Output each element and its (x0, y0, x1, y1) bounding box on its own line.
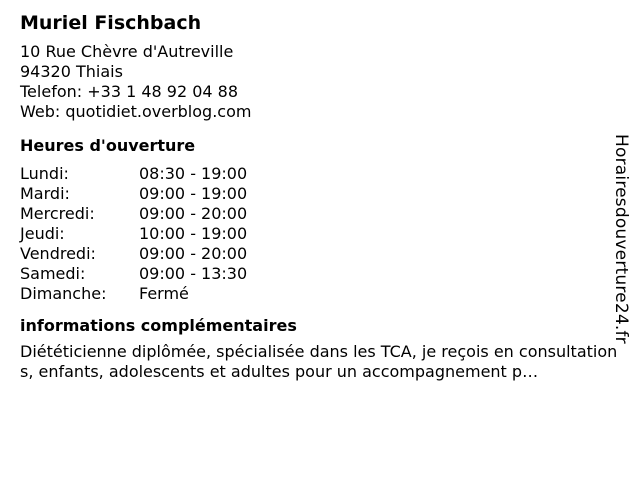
hours-time: 09:00 - 13:30 (139, 264, 248, 283)
hours-time: 09:00 - 19:00 (139, 184, 248, 203)
hours-row (20, 284, 620, 304)
address-city: 94320 Thiais (20, 62, 123, 81)
hours-time: 09:00 - 20:00 (139, 244, 248, 263)
website-link[interactable]: Web: quotidiet.overblog.com (20, 102, 252, 121)
business-card (20, 10, 620, 382)
hours-day: Jeudi: (20, 224, 65, 243)
hours-row (20, 164, 620, 184)
business-name: Muriel Fischbach (20, 12, 202, 34)
hours-time: 10:00 - 19:00 (139, 224, 248, 243)
hours-day: Vendredi: (20, 244, 96, 263)
info-heading: informations complémentaires (20, 316, 297, 335)
hours-time: 09:00 - 20:00 (139, 204, 248, 223)
site-watermark: Horairesdouverture24.fr (611, 134, 631, 344)
hours-row (20, 264, 620, 284)
hours-day: Samedi: (20, 264, 86, 283)
address-street: 10 Rue Chèvre d'Autreville (20, 42, 234, 61)
hours-time: Fermé (139, 284, 189, 303)
hours-row (20, 184, 620, 204)
hours-row (20, 204, 620, 224)
hours-day: Lundi: (20, 164, 69, 183)
hours-heading: Heures d'ouverture (20, 136, 196, 155)
hours-day: Dimanche: (20, 284, 107, 303)
contact-block (20, 42, 620, 122)
hours-row (20, 244, 620, 264)
phone-number[interactable]: Telefon: +33 1 48 92 04 88 (20, 82, 239, 101)
hours-row (20, 224, 620, 244)
hours-time: 08:30 - 19:00 (139, 164, 248, 183)
hours-day: Mercredi: (20, 204, 95, 223)
info-description: Diététicienne diplômée, spécialisée dans les TCA, je reçois en consultations, enfants, adolescents et adultes pour un accompagnement p… (20, 342, 618, 381)
hours-day: Mardi: (20, 184, 70, 203)
opening-hours-list (20, 164, 620, 304)
